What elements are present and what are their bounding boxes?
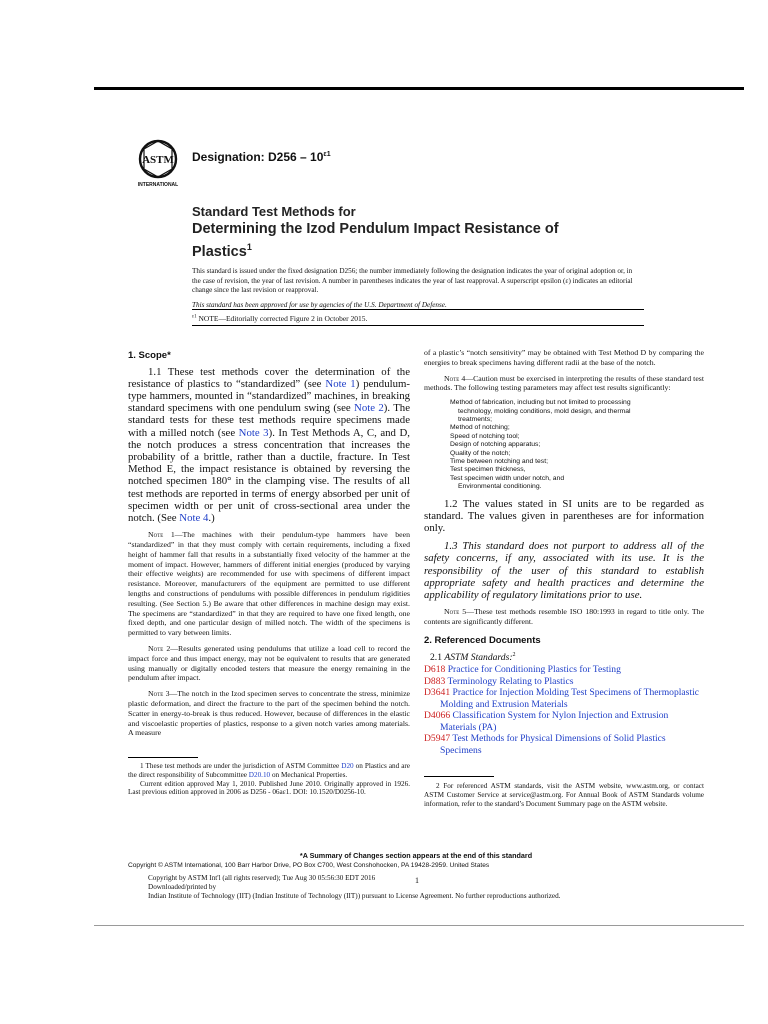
scope-1-2: 1.2 The values stated in SI units are to be regarded as standard. The values given in parentheses are for information only. bbox=[424, 497, 704, 535]
note-4-link[interactable]: Note 4 bbox=[179, 512, 209, 525]
designation-sup: ε1 bbox=[323, 151, 331, 158]
reference-title[interactable]: Terminology Relating to Plastics bbox=[445, 675, 574, 687]
reference-title[interactable]: Test Methods for Physical Dimensions of Solid Plastics Specimens bbox=[440, 733, 666, 756]
title-footnote-mark: 1 bbox=[246, 242, 252, 252]
parameter-item: Design of notching apparatus; bbox=[450, 441, 541, 449]
footnote-2 bbox=[424, 782, 704, 808]
preamble bbox=[192, 267, 642, 310]
footnote-text: 1 These test methods are under the jurisdiction of ASTM Committee bbox=[140, 762, 342, 770]
reference-item[interactable] bbox=[424, 676, 704, 688]
astm-standards-subheading bbox=[424, 650, 704, 664]
reference-code[interactable]: D4066 bbox=[424, 710, 451, 722]
astm-logo bbox=[128, 137, 188, 189]
footnote-rule-left bbox=[128, 757, 198, 758]
sub-footnote-mark: 2 bbox=[512, 652, 516, 659]
left-column bbox=[128, 350, 410, 738]
reference-code[interactable]: D618 bbox=[424, 664, 446, 676]
reference-code[interactable]: D3641 bbox=[424, 687, 451, 699]
scope-text: 1.1 These test methods cover the determination of the resistance of plastics to “standardized” (see bbox=[128, 365, 410, 390]
license-notice bbox=[148, 874, 704, 900]
note-2 bbox=[128, 644, 410, 683]
scope-heading: 1. Scope* bbox=[128, 350, 171, 361]
reference-item[interactable] bbox=[424, 710, 704, 733]
note-1 bbox=[128, 530, 410, 638]
editorial-note bbox=[192, 314, 367, 323]
scope-1-3: 1.3 This standard does not purport to address all of the safety concerns, if any, associated with its use. It is the responsibility of the user of this standard to establish appropriate safety and health practices and determine the applicability of regulatory limitations prior to use. bbox=[424, 540, 704, 602]
note-2-link[interactable]: Note 2 bbox=[354, 402, 384, 415]
reference-title[interactable]: Practice for Conditioning Plastics for Testing bbox=[445, 664, 621, 676]
testing-parameters-list bbox=[450, 399, 704, 491]
note-text: —These test methods resemble ISO 180:1993 in regard to title only. The contents are significantly different. bbox=[424, 607, 705, 627]
parameter-item: technology, molding conditions, mold design, and thermal bbox=[458, 407, 631, 415]
preamble-rule bbox=[192, 309, 644, 310]
designation bbox=[192, 150, 331, 164]
title-line-3: Plastics bbox=[192, 243, 247, 260]
parameter-item: Speed of notching tool; bbox=[450, 432, 520, 440]
parameter-item: Test specimen width under notch, and bbox=[450, 474, 565, 482]
note-label: Note 3 bbox=[148, 689, 170, 699]
editorial-note-text: NOTE—Editorially corrected Figure 2 in October 2015. bbox=[196, 314, 368, 323]
scope-text: ). In Test Methods A, C, and D, the notch produces a stress concentration that increases the probability of a brittle, rather than a ductile, fracture. In Test Method E, the impact resistance is obtained by reversing the notched specimen 180° in the clamping vise. The results of all test methods are reported in terms of energy absorbed per unit of specimen width or per unit of cross-sectional area under the notch. (See bbox=[128, 426, 410, 525]
reference-title[interactable]: Classification System for Nylon Injection and Extrusion Materials (PA) bbox=[440, 710, 669, 733]
reference-item[interactable] bbox=[424, 733, 704, 756]
reference-item[interactable] bbox=[424, 664, 704, 676]
copyright-line: Copyright © ASTM International, 100 Barr Harbor Drive, PO Box C700, West Conshohocken, PA 19428-2959. United States bbox=[128, 862, 490, 869]
note-3 bbox=[128, 689, 410, 738]
footnote-text: on Mechanical Properties. bbox=[270, 770, 348, 779]
summary-of-changes-note: *A Summary of Changes section appears at the end of this standard bbox=[299, 851, 533, 860]
note-label: Note 5 bbox=[444, 607, 467, 617]
note-text: —Caution must be exercised in interpreting the results of these standard test methods. The following testing parameters may affect test results significantly: bbox=[424, 373, 705, 393]
note-label: Note 1 bbox=[148, 530, 175, 540]
note-text: —Results generated using pendulums that utilize a load cell to record the impact force and thus impact energy, may not be equivalent to results that are generated using manually or digitally encoded testers that measure the energy remaining in the pendulum after impact. bbox=[128, 644, 410, 683]
note-label: Note 2 bbox=[148, 644, 171, 653]
title-line-2: Determining the Izod Pendulum Impact Resistance of bbox=[192, 221, 559, 237]
designation-text: Designation: D256 – 10 bbox=[192, 150, 324, 164]
footnote-rule-right bbox=[424, 776, 494, 777]
note-5 bbox=[424, 607, 704, 627]
footnote-text: on Plastics and are the direct responsibility of Subcommittee bbox=[128, 762, 410, 779]
license-line: Downloaded/printed by bbox=[148, 882, 217, 891]
title-line-1: Standard Test Methods for bbox=[192, 204, 356, 219]
parameter-item: Test specimen thickness, bbox=[450, 466, 526, 474]
note-3-link[interactable]: Note 3 bbox=[238, 426, 269, 439]
committee-link[interactable]: D20 bbox=[341, 762, 354, 770]
footnote-text: 2 For referenced ASTM standards, visit the ASTM website, www.astm.org, or contact ASTM Customer Service at service@astm.org. For Annual Book of ASTM Standards volume information, refer to the standard’s Document Summary page on the ASTM website. bbox=[424, 782, 704, 808]
top-rule bbox=[94, 87, 744, 90]
scope-text: .) bbox=[208, 512, 215, 525]
logo-text: ASTM bbox=[142, 154, 174, 166]
sub-number: 2.1 bbox=[430, 652, 445, 664]
scope-1-1 bbox=[128, 366, 410, 525]
logo-subtext: INTERNATIONAL bbox=[137, 182, 179, 188]
document-title bbox=[192, 204, 662, 261]
parameter-item: Time between notching and test; bbox=[450, 458, 548, 466]
subcommittee-link[interactable]: D20.10 bbox=[248, 770, 271, 779]
scope-text: ) pendulum-type hammers, mounted in “standardized” machines, in breaking standard specimens with one pendulum swing (see bbox=[128, 377, 410, 415]
reference-title[interactable]: Practice for Injection Molding Test Specimens of Thermoplastic Molding and Extrusion Materials bbox=[440, 687, 700, 710]
parameter-item: Quality of the notch; bbox=[450, 449, 511, 457]
parameter-item: Environmental conditioning. bbox=[458, 483, 542, 491]
note-text: —The notch in the Izod specimen serves to concentrate the stress, minimize plastic deformation, and direct the fracture to the part of the specimen behind the notch. Scatter in energy-to-break is thus reduced. However, because of differences in the elastic and viscoelastic properties of plastics, response to a given notch varies among materials. A measure bbox=[128, 689, 411, 738]
reference-code[interactable]: D883 bbox=[424, 675, 446, 687]
sub-title: ASTM Standards: bbox=[444, 652, 513, 664]
bottom-rule bbox=[94, 925, 744, 926]
reference-code[interactable]: D5947 bbox=[424, 733, 451, 745]
preamble-approved: This standard has been approved for use by agencies of the U.S. Department of Defense. bbox=[192, 300, 447, 309]
note-label: Note 4 bbox=[444, 373, 466, 383]
parameter-item: Method of fabrication, including but not limited to processing bbox=[450, 399, 631, 407]
referenced-documents-heading: 2. Referenced Documents bbox=[424, 634, 541, 646]
parameter-item: Method of notching; bbox=[450, 424, 510, 432]
reference-item[interactable] bbox=[424, 687, 704, 710]
license-line: Indian Institute of Technology (IIT) (Indian Institute of Technology (IIT)) pursuant to License Agreement. No further reproductions authorized. bbox=[148, 891, 561, 900]
parameter-item: treatments; bbox=[458, 416, 492, 423]
page-number: 1 bbox=[415, 876, 419, 885]
editorial-note-sup: ε1 bbox=[192, 314, 197, 320]
note-3-continued: of a plastic’s “notch sensitivity” may be obtained with Test Method D by comparing the energies to break specimens having different radii at the base of the notch. bbox=[424, 348, 704, 367]
footnote-1 bbox=[128, 762, 410, 797]
right-column bbox=[424, 348, 704, 756]
note-1-link[interactable]: Note 1 bbox=[325, 377, 356, 390]
license-line: Copyright by ASTM Int'l (all rights reserved); Tue Aug 30 05:56:30 EDT 2016 bbox=[148, 874, 376, 882]
footnote-edition: Current edition approved May 1, 2010. Published June 2010. Originally approved in 1926. Last previous edition approved in 2006 as D256 - 06aε1. DOI: 10.1520/D0256-10. bbox=[128, 779, 410, 797]
preamble-rule-2 bbox=[192, 325, 644, 326]
preamble-issued: This standard is issued under the fixed designation D256; the number immediately following the designation indicates the year of original adoption or, in the case of revision, the year of last revision. A number in parentheses indicates the year of last reapproval. A superscript epsilon (ε) indicates an editorial change since the last revision or reapproval. bbox=[192, 267, 633, 294]
note-4 bbox=[424, 374, 704, 394]
note-text: —The machines with their pendulum-type hammers have been “standardized” in that they must comply with certain requirements, including a fixed height of hammer fall that results in a substantially fixed velocity of the hammer at the moment of impact. However, hammers of different initial energies (produced by varying their effective weights) are recommended for use with specimens of different impact resistance. Moreover, manufacturers of the equipment are permitted to use different lengths and constructions of pendulums with possible differences in pendulum rigidities resulting. (See Section 5.) Be aware that other differences in machine design may exist. The specimens are “standardized” in that they are required to have one fixed length, one fixed depth, and one particular design of milled notch. The width of the specimens is permitted to vary between limits. bbox=[128, 530, 410, 638]
referenced-documents bbox=[424, 650, 704, 756]
scope-text: ). The standard tests for these test methods require specimens made with a milled notch (see bbox=[128, 402, 411, 439]
